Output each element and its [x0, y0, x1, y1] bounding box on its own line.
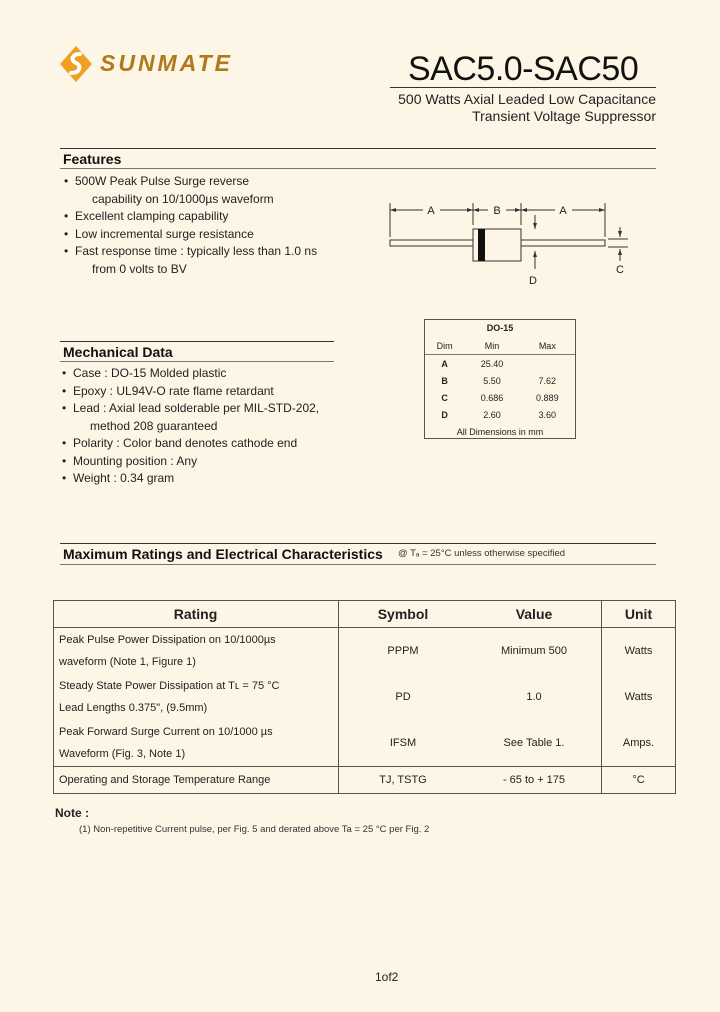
mechanical-item: • Lead : Axial lead solderable per MIL-STD-202,	[62, 400, 362, 418]
dimension-row	[425, 389, 575, 406]
dim-label-a-left: A	[427, 205, 435, 217]
diode-lead-left	[390, 240, 473, 246]
dim-label-d: D	[529, 275, 537, 287]
max-header: Max	[520, 337, 575, 355]
rating-line-2: waveform (Note 1, Figure 1)	[59, 656, 196, 668]
rating-cell	[54, 628, 339, 675]
ratings-row	[54, 628, 676, 675]
ratings-row-temperature	[54, 767, 676, 794]
rating-line-1: Peak Pulse Power Dissipation on 10/1000µs	[59, 634, 276, 646]
logo-mark-icon	[58, 44, 94, 84]
dimension-dim-cell: D	[441, 409, 448, 420]
mechanical-heading: Mechanical Data	[63, 344, 173, 360]
unit-cell: Watts	[602, 674, 676, 720]
dimension-min-cell: 25.40	[480, 358, 504, 369]
dimension-max-cell	[520, 355, 575, 373]
symbol-cell: PD	[339, 674, 468, 720]
symbol-cell: PPPM	[339, 628, 468, 675]
dim-label-a-right: A	[559, 205, 567, 217]
dimension-table-caption: DO-15	[486, 323, 514, 333]
dimension-max-cell: 3.60	[538, 409, 557, 420]
value-cell: 1.0	[526, 691, 542, 703]
symbol-cell: IFSM	[339, 720, 468, 767]
note-text: (1) Non-repetitive Current pulse, per Fig. 5 and derated above Ta = 25 °C per Fig. 2	[79, 824, 430, 835]
mechanical-item: method 208 guaranteed	[90, 418, 218, 433]
value-cell: See Table 1.	[503, 737, 565, 749]
brand-name: SUNMATE	[100, 50, 234, 76]
symbol-column-header: Symbol	[339, 601, 468, 628]
unit-cell: Watts	[602, 628, 676, 675]
rating-cell	[54, 720, 339, 767]
dimension-max-cell: 0.889	[536, 392, 559, 403]
rating-column-header: Rating	[54, 601, 339, 628]
unit-cell: °C	[602, 767, 676, 794]
unit-column-header: Unit	[602, 601, 676, 628]
dim-label-c: C	[616, 264, 624, 276]
ratings-row	[54, 720, 676, 767]
ratings-bottom-rule	[60, 564, 656, 565]
dimension-table-header	[425, 337, 575, 355]
features-item: • 500W Peak Pulse Surge reverse	[64, 173, 364, 191]
subtitle-line-1: 500 Watts Axial Leaded Low Capacitance	[398, 91, 656, 107]
features-heading: Features	[63, 151, 122, 167]
ratings-condition: @ Tₐ = 25°C unless otherwise specified	[398, 548, 566, 559]
mechanical-bottom-rule	[60, 361, 334, 362]
ratings-heading: Maximum Ratings and Electrical Characteristics	[63, 546, 383, 562]
dimension-table	[424, 319, 576, 439]
features-item: from 0 volts to BV	[92, 261, 187, 276]
mechanical-item: • Polarity : Color band denotes cathode end	[62, 435, 362, 453]
rating-line-2: Lead Lengths 0.375", (9.5mm)	[59, 702, 208, 714]
dimension-min-cell: 2.60	[483, 409, 501, 420]
company-logo	[58, 44, 248, 84]
features-item: • Low incremental surge resistance	[64, 226, 364, 244]
unit-cell: Amps.	[602, 720, 676, 767]
dimension-min-cell: 0.686	[480, 392, 504, 403]
title-rule	[390, 87, 656, 88]
features-list	[64, 173, 364, 278]
rating-cell: Operating and Storage Temperature Range	[54, 767, 339, 794]
dimension-row	[425, 372, 575, 389]
value-cell: - 65 to + 175	[467, 767, 602, 794]
dimension-dim-cell: A	[441, 358, 448, 369]
rating-line-1: Peak Forward Surge Current on 10/1000 µs	[59, 726, 273, 738]
rating-line-1: Steady State Power Dissipation at Tʟ = 75 °C	[59, 680, 280, 692]
features-bottom-rule	[60, 168, 656, 169]
rating-line-2: Waveform (Fig. 3, Note 1)	[59, 748, 186, 760]
features-top-rule	[60, 148, 656, 149]
dim-label-b: B	[493, 205, 501, 217]
dimension-row	[425, 406, 575, 423]
subtitle-line-2: Transient Voltage Suppressor	[472, 108, 656, 124]
dim-header: Dim	[425, 337, 464, 355]
dimension-max-cell: 7.62	[538, 375, 557, 386]
value-cell: Minimum 500	[500, 645, 568, 657]
ratings-top-rule	[60, 543, 656, 544]
symbol-cell: TJ, TSTG	[339, 767, 468, 794]
mechanical-top-rule	[60, 341, 334, 342]
dimension-dim-cell: B	[441, 375, 448, 386]
features-item: • Fast response time : typically less than 1.0 ns	[64, 243, 364, 261]
min-header: Min	[464, 337, 519, 355]
page-title: SAC5.0-SAC50	[408, 50, 639, 88]
mechanical-item: • Case : DO-15 Molded plastic	[62, 365, 362, 383]
page-number: 1of2	[375, 970, 399, 984]
dimension-table-footer: All Dimensions in mm	[456, 427, 544, 437]
dimension-min-cell: 5.50	[483, 375, 501, 386]
mechanical-item: • Epoxy : UL94V-O rate flame retardant	[62, 383, 362, 401]
diode-lead-right	[521, 240, 605, 246]
dimension-row	[425, 355, 575, 373]
dimension-table-grid	[425, 337, 575, 423]
mechanical-list	[62, 365, 362, 488]
value-column-header: Value	[467, 601, 602, 628]
ratings-table	[53, 600, 676, 794]
ratings-row	[54, 674, 676, 720]
do15-package-diagram	[380, 195, 640, 290]
features-item: capability on 10/1000µs waveform	[92, 191, 274, 206]
note-heading: Note :	[55, 806, 89, 820]
mechanical-item: • Weight : 0.34 gram	[62, 470, 362, 488]
cathode-band	[478, 229, 485, 261]
ratings-table-header	[54, 601, 676, 628]
rating-cell	[54, 674, 339, 720]
features-item: • Excellent clamping capability	[64, 208, 364, 226]
mechanical-item: • Mounting position : Any	[62, 453, 362, 471]
dimension-dim-cell: C	[441, 392, 448, 403]
